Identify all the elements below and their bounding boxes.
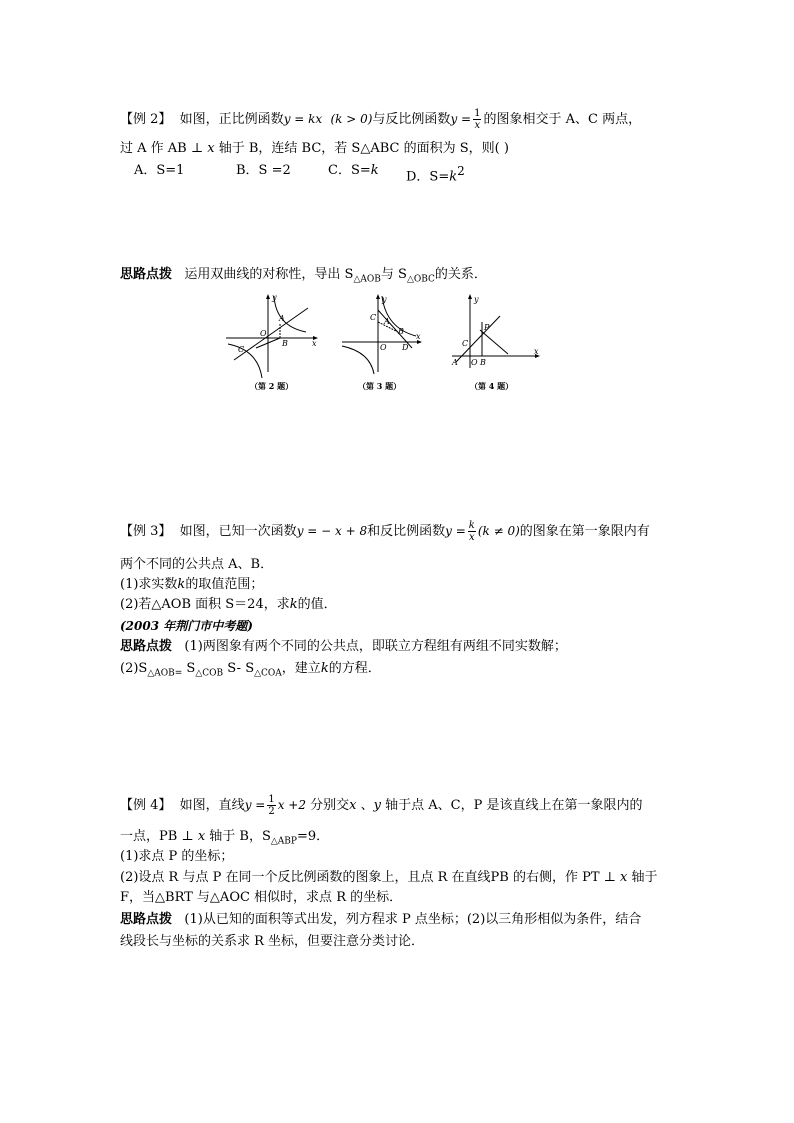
fig4-label-y: y	[474, 295, 479, 304]
fig4-label-A: A	[452, 358, 458, 367]
option-a: A．S=1	[134, 163, 185, 178]
ex3-q2: (2)若△AOB 面积 S＝24，求k的值．	[120, 597, 337, 612]
fig3-label-C: C	[370, 313, 377, 322]
hint-label: 思路点拨	[120, 639, 173, 654]
option-b: B．S =2	[236, 163, 291, 178]
hint4-line-1: 思路点拨 (1)从已知的面积等式出发，列方程求 P 点坐标；(2)以三角形相似为条件，结合	[120, 912, 642, 927]
fig3-label-A: A	[384, 317, 390, 326]
hint-label: 思路点拨	[120, 267, 173, 282]
fraction: $\frac{1}{2}$	[268, 794, 275, 817]
ex3-source: (2003 年荆门市中考题)	[120, 619, 253, 633]
fig2-label-x: x	[312, 339, 317, 348]
hint3-line-1: 思路点拨 (1)两图象有两个不同的公共点，即联立方程组有两组不同实数解；	[120, 639, 567, 654]
figure-4	[450, 292, 542, 397]
fig4-label-x: x	[534, 347, 539, 356]
ex4-label: 【例 4】	[120, 798, 172, 813]
fraction: $\frac{k}{x}$	[468, 520, 475, 543]
ex3-line-1: 【例 3】 如图，已知一次函数y = − x + 8和反比例函数y = $\frac{k}{x}$ (k ≠ 0)的图象在第一象限内有	[120, 520, 650, 543]
ex4-line-2: 一点，PB ⊥ x 轴于 B，$S_{\triangle ABP}=9$．	[120, 829, 330, 847]
fig2-label-A: A	[279, 314, 285, 323]
fig4-caption: （第 4 题）	[470, 381, 514, 391]
fig4-label-P: P	[484, 323, 490, 332]
fig3-label-y: y	[382, 295, 387, 304]
ex2-line-1: 【例 2】 如图，正比例函数y = kx (k > 0)与反比例函数y = $\frac{1}{x}$ 的图象相交于 A、C 两点，	[120, 108, 642, 131]
fig2-label-O: O	[260, 329, 267, 338]
fig3-label-D: D	[402, 343, 409, 352]
ex2-options	[134, 162, 465, 185]
fig3-label-x: x	[416, 332, 421, 341]
ex2-line-2: 过 A 作 AB ⊥ x 轴于 B，连结 BC，若 S△ABC 的面积为 S，则( )	[120, 141, 509, 156]
hint-label: 思路点拨	[120, 912, 173, 927]
fig4-label-B: B	[480, 358, 486, 367]
fig2-label-B: B	[282, 339, 288, 348]
ex4-q1: (1)求点 P 的坐标；	[120, 849, 234, 864]
ex4-q2-line-1: (2)设点 R 与点 P 在同一个反比例函数的图象上，且点 R 在直线PB 的右侧，作 PT ⊥ x 轴于	[120, 870, 658, 885]
fraction: $\frac{1}{x}$	[474, 108, 481, 131]
option-d: D．$S=k^2$	[406, 164, 465, 185]
fig3-label-O: O	[380, 343, 387, 352]
hint3-line-2: $(2)S_{\triangle AOB=}$ $S_{\triangle COB}$ S- $S_{\triangle COA}$，建立k的方程．	[120, 661, 381, 679]
hint4-line-2: 线段长与坐标的关系求 R 坐标，但要注意分类讨论．	[120, 934, 425, 949]
fig3-label-B: B	[398, 327, 404, 336]
fig4-label-O: O	[471, 358, 478, 367]
fig3-caption: （第 3 题）	[358, 381, 402, 391]
fig2-label-y: y	[272, 293, 277, 302]
fig2-caption: （第 2 题）	[250, 381, 294, 391]
figure-2	[222, 292, 322, 397]
ex4-line-1: 【例 4】 如图，直线y = $\frac{1}{2}$ x +2 分别交x 、y 轴于点 A、C，P 是该直线上在第一象限内的	[120, 794, 643, 817]
fig4-label-C: C	[462, 339, 469, 348]
ex3-label: 【例 3】	[120, 524, 172, 539]
ex2-label: 【例 2】	[120, 112, 172, 127]
option-c: C．S=k	[328, 163, 379, 178]
ex4-q2-line-2: F，当△BRT 与△AOC 相似时，求点 R 的坐标．	[120, 890, 403, 905]
fig2-label-C: C	[238, 345, 245, 354]
ex3-q1: (1)求实数k的取值范围；	[120, 577, 264, 592]
ex3-line-2: 两个不同的公共点 A、B．	[120, 557, 274, 572]
figure-3	[340, 292, 424, 397]
hint2-line: 思路点拨 运用双曲线的对称性，导出 $S_{\triangle AOB}$与 $S_{\triangle OBC}$的关系．	[120, 267, 487, 285]
